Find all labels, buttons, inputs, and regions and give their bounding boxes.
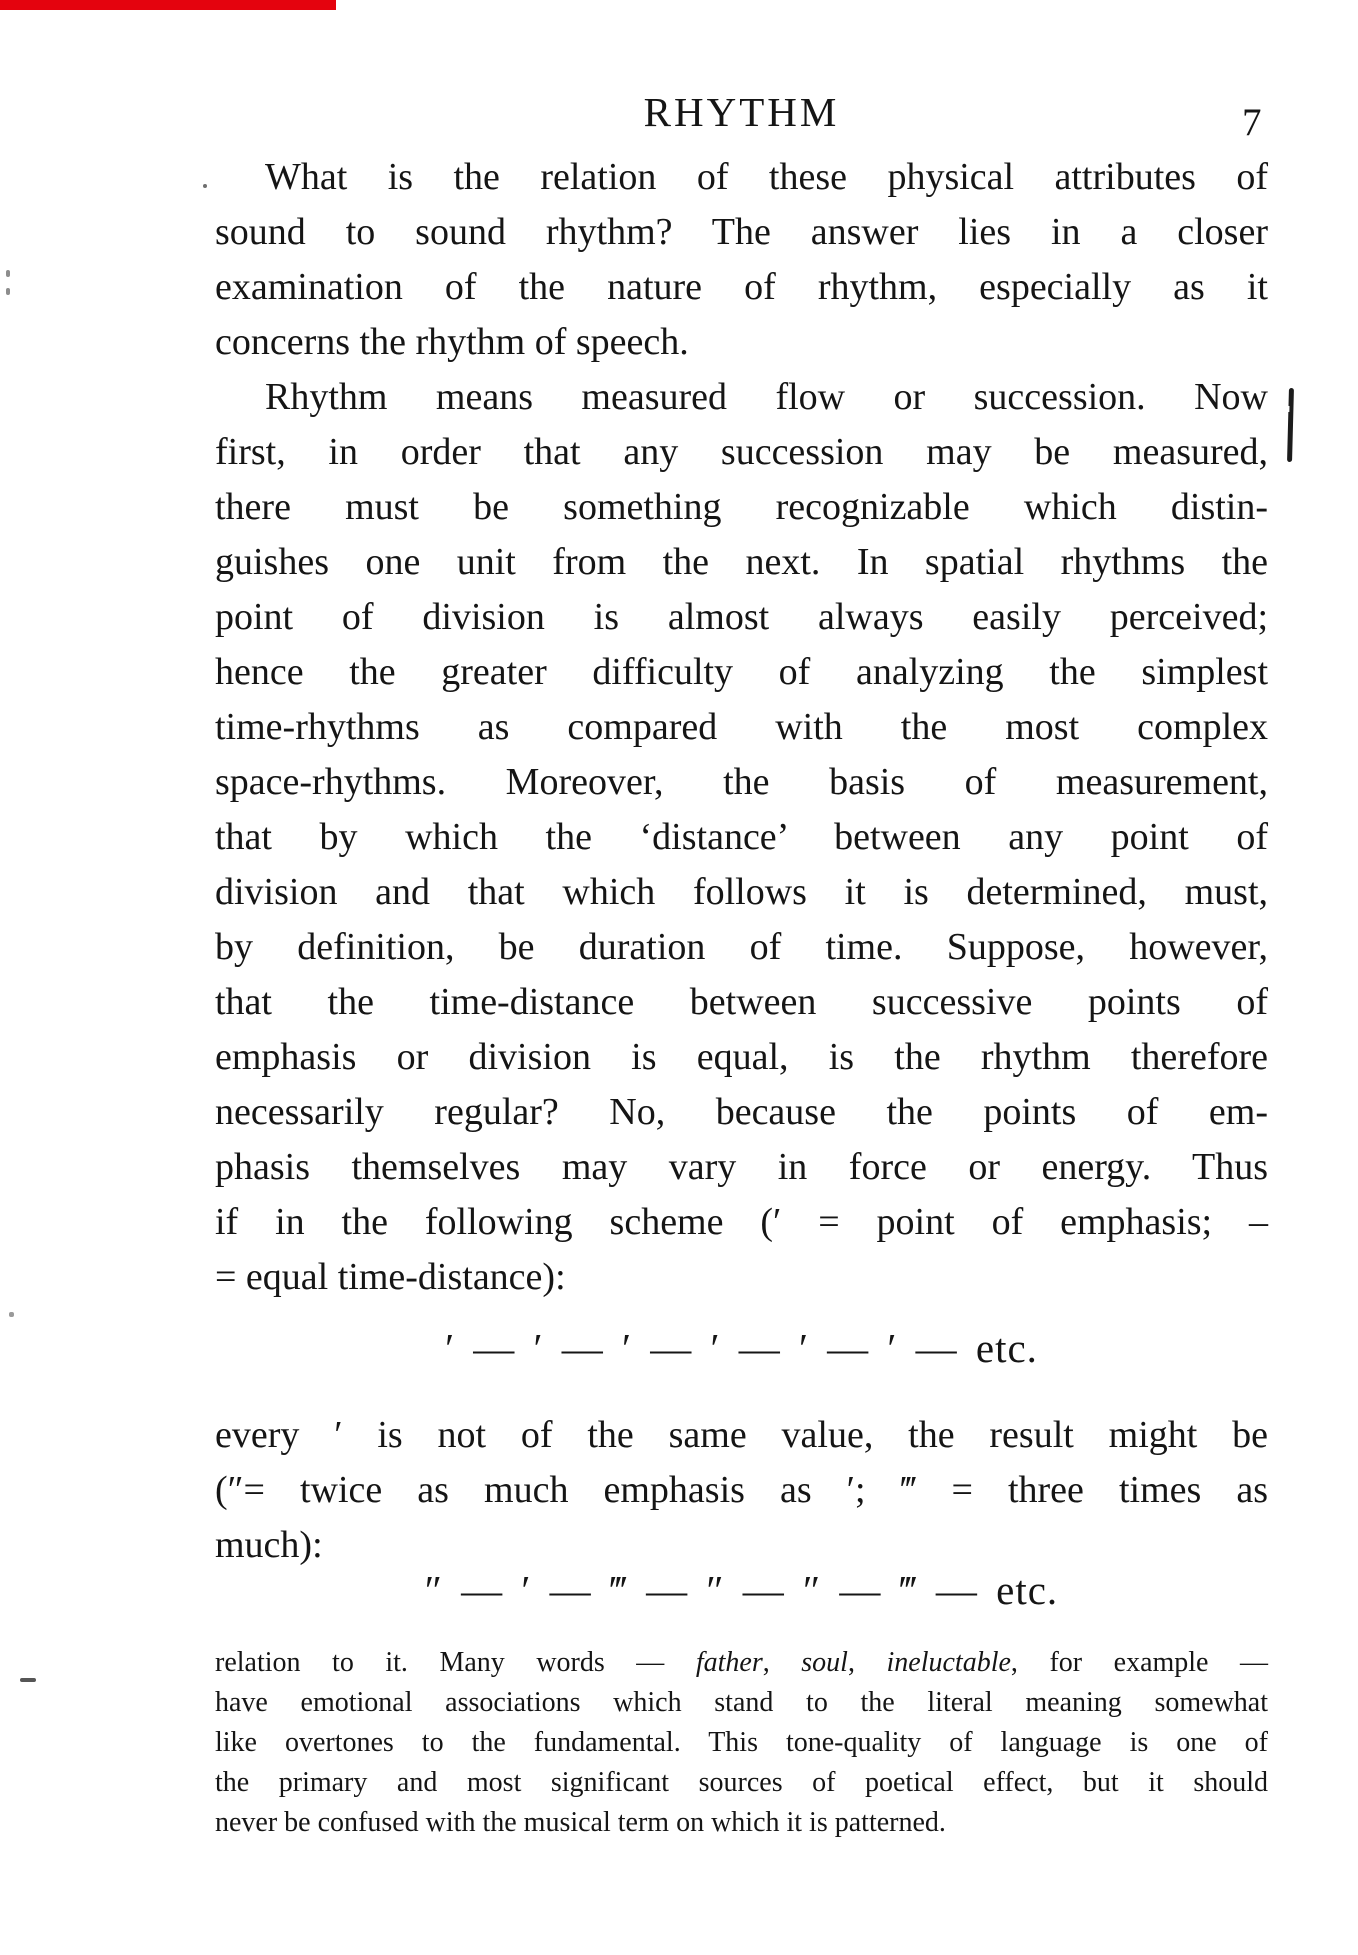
footnote-line	[215, 1723, 1268, 1763]
scan-artifact-red-strip	[0, 0, 336, 10]
footnote-italic-word: ineluctable	[886, 1647, 1011, 1678]
footnote-line	[215, 1683, 1268, 1723]
footnote-text: ,	[762, 1647, 802, 1678]
footnote-text: the primary and most significant sources of poetical effect, but it should	[215, 1767, 1268, 1798]
footnote-line	[215, 1803, 1268, 1843]
text-line: every ′ is not of the same value, the result might be	[215, 1414, 1268, 1456]
footnote-text: have emotional associations which stand to the literal meaning somewhat	[215, 1687, 1268, 1718]
text-line: guishes one unit from the next. In spatial rhythms the	[215, 541, 1268, 583]
text-line: What is the relation of these physical attributes of	[265, 156, 1268, 198]
text-line: that by which the ‘distance’ between any point of	[215, 816, 1268, 858]
text-line: Rhythm means measured flow or succession. Now	[265, 376, 1268, 418]
text-line: space-rhythms. Moreover, the basis of measurement,	[215, 761, 1268, 803]
footnote-text: relation to it. Many words —	[215, 1647, 696, 1678]
running-header	[215, 88, 1268, 136]
text-line: time-rhythms as compared with the most complex	[215, 706, 1268, 748]
text-line: point of division is almost always easily perceived;	[215, 596, 1268, 638]
text-line: first, in order that any succession may be measured,	[215, 431, 1268, 473]
margin-speck	[6, 270, 10, 277]
footnote-text: never be confused with the musical term on which it is patterned.	[215, 1807, 946, 1838]
margin-speck	[6, 288, 10, 295]
footnote-italic-word: soul	[801, 1647, 848, 1678]
text-line: concerns the rhythm of speech.	[215, 321, 689, 363]
text-line: division and that which follows it is determined, must,	[215, 871, 1268, 913]
margin-pen-mark	[1287, 388, 1294, 462]
text-line: (″= twice as much emphasis as ′; ‴ = three times as	[215, 1469, 1268, 1511]
body-text-block-continued	[215, 1408, 1268, 1573]
text-line: that the time-distance between successive points of	[215, 981, 1268, 1023]
text-line: much):	[215, 1524, 323, 1566]
footnote-line	[215, 1763, 1268, 1803]
rhythm-scheme-line-2: ″ — ′ — ‴ — ″ — ″ — ‴ — etc.	[424, 1567, 1059, 1613]
margin-speck	[20, 1678, 36, 1682]
text-line: necessarily regular? No, because the points of em-	[215, 1091, 1268, 1133]
text-line: there must be something recognizable which distin-	[215, 486, 1268, 528]
text-line: emphasis or division is equal, is the rhythm therefore	[215, 1036, 1268, 1078]
page-title: RHYTHM	[643, 89, 840, 135]
text-line: hence the greater difficulty of analyzing the simplest	[215, 651, 1268, 693]
body-text-block	[215, 150, 1268, 1305]
text-line: phasis themselves may vary in force or energy. Thus	[215, 1146, 1268, 1188]
text-line: = equal time-distance):	[215, 1256, 566, 1298]
margin-speck	[203, 184, 207, 188]
text-line: if in the following scheme (′ = point of emphasis; –	[215, 1201, 1268, 1243]
footnote-block	[215, 1643, 1268, 1843]
footnote-text: like overtones to the fundamental. This tone-quality of language is one of	[215, 1727, 1268, 1758]
footnote-text: ,	[847, 1647, 887, 1678]
footnote-italic-word: father	[695, 1647, 763, 1678]
margin-speck	[9, 1312, 14, 1317]
text-line: sound to sound rhythm? The answer lies in a closer	[215, 211, 1268, 253]
footnote-text: , for example —	[1010, 1647, 1269, 1678]
rhythm-scheme-line-1: ′ — ′ — ′ — ′ — ′ — ′ — etc.	[445, 1325, 1038, 1371]
footnote-line	[215, 1643, 1268, 1683]
page-number: 7	[1242, 101, 1262, 144]
text-line: examination of the nature of rhythm, especially as it	[215, 266, 1268, 308]
text-line: by definition, be duration of time. Suppose, however,	[215, 926, 1268, 968]
